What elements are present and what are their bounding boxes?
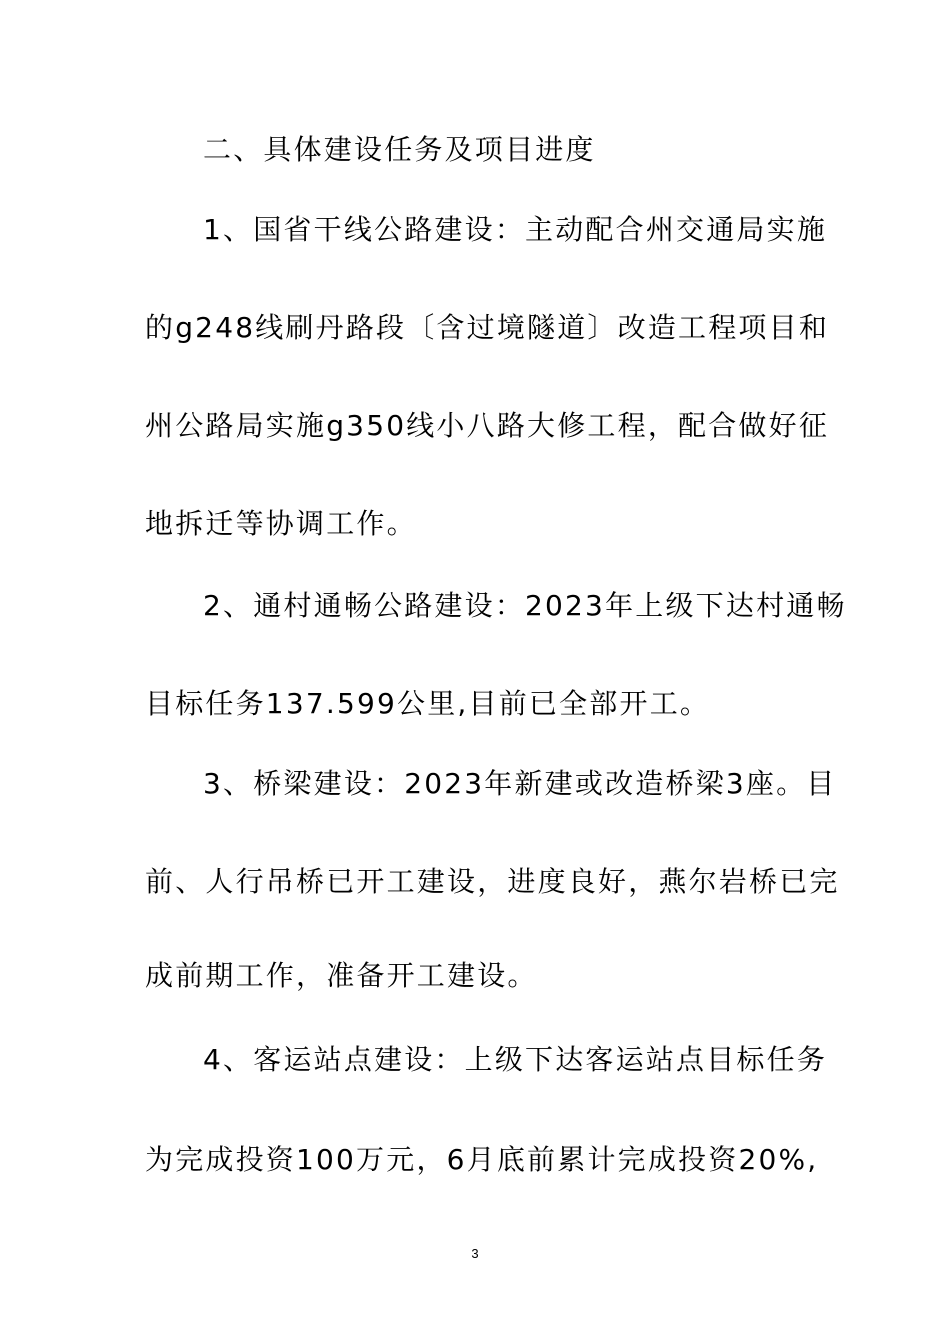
paragraph-line: 3、桥梁建设：2023年新建或改造桥梁3座。目 [203,767,837,800]
paragraph-line: 的g248线刷丹路段〔含过境隧道〕改造工程项目和 [145,311,830,344]
paragraph-line: 州公路局实施g350线小八路大修工程，配合做好征 [145,409,830,442]
paragraph-line: 前、人行吊桥已开工建设，进度良好，燕尔岩桥已完 [145,865,840,898]
paragraph-line: 成前期工作，准备开工建设。 [145,959,538,992]
paragraph-line: 1、国省干线公路建设：主动配合州交通局实施 [203,213,828,246]
paragraph-line: 地拆迁等协调工作。 [145,507,417,540]
section-heading: 二、具体建设任务及项目进度 [203,133,596,166]
paragraph-line: 2、通村通畅公路建设：2023年上级下达村通畅 [203,589,847,622]
paragraph-line: 为完成投资100万元，6月底前累计完成投资20%, [145,1143,819,1176]
page-number: 3 [471,1246,479,1261]
paragraph-line: 4、客运站点建设：上级下达客运站点目标任务 [203,1043,828,1076]
paragraph-line: 目标任务137.599公里,目前已全部开工。 [145,687,711,720]
